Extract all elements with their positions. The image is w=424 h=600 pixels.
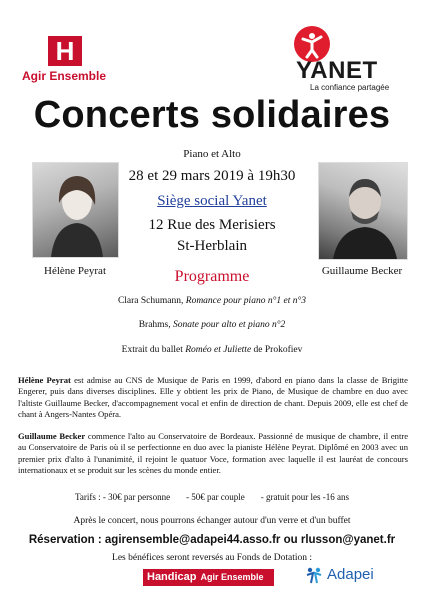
programme-work: Romance pour piano n°1 et n°3: [185, 296, 307, 306]
programme-composer: Clara Schumann,: [117, 296, 186, 306]
yanet-logo-name: YANET: [296, 57, 378, 84]
programme-work: Roméo et Juliette: [185, 345, 252, 355]
agir-logo-name: Agir Ensemble: [21, 69, 107, 83]
reservation-line: Réservation : agirensemble@adapei44.asso.fr ou rlusson@yanet.fr: [28, 534, 396, 546]
programme-composer: Brahms,: [138, 320, 174, 330]
page-title: Concerts solidaires: [33, 94, 391, 136]
event-city: St-Herblain: [177, 238, 247, 254]
programme-work: Sonate pour alto et piano n°2: [173, 320, 286, 330]
helene-peyrat-photo: [32, 162, 119, 258]
guillaume-becker-photo: [318, 162, 408, 260]
yanet-tagline: La confiance partagée: [310, 83, 390, 92]
handicap-label: Handicap: [147, 571, 197, 583]
programme-suffix: de Prokofiev: [251, 345, 303, 355]
bio-guillaume-name: Guillaume Becker: [18, 431, 86, 441]
agir-ensemble-logo: [14, 36, 114, 88]
programme-item: [40, 296, 384, 306]
adapei-logo: [305, 564, 395, 590]
bio-helene-text: est admise au CNS de Musique de Paris en 1999, d'abord en piano dans la classe de Brigitte Engerer, puis dans diverses disciplines. Elle y obtient les prix de Piano, de Musique de chambre en duo avec l'altiste Guillaume Becker, d'accompagnement vocal et enfin de direction de chant. Depuis 2009, elle est chef de chant à Angers-Nantes Opéra.: [18, 375, 409, 419]
programme-item: [40, 320, 384, 330]
agir-h-letter: H: [48, 36, 82, 66]
artist-left-name: Hélène Peyrat: [44, 265, 106, 277]
programme-item: [40, 345, 384, 355]
handicap-agir-ensemble-logo: [143, 569, 274, 586]
tarifs-line: [0, 492, 424, 502]
bio-guillaume-text: commence l'alto au Conservatoire de Bordeaux. Passionné de musique de chambre, il entre au Conservatoire de Paris où il se perfectionne en duo avec la pianiste Hélène Peyrat. Diplômé en 2003 avec un premier prix d'alto à l'unanimité, il rejoint le quatuor Voce, formation avec laquelle il est lauréat de concours internationaux et se produit sur les scènes du monde entier.: [18, 431, 409, 475]
event-instruments: Piano et Alto: [183, 148, 241, 160]
handicap-agir-label: Agir Ensemble: [200, 572, 264, 582]
event-dates: 28 et 29 mars 2019 à 19h30: [128, 168, 296, 184]
adapei-name: Adapei: [327, 566, 374, 583]
tarif-person: Tarifs : - 30€ par personne: [74, 492, 171, 502]
tarif-couple: - 50€ par couple: [186, 492, 245, 502]
programme-heading: Programme: [174, 268, 250, 285]
yanet-logo: [276, 26, 406, 94]
bio-guillaume: [18, 431, 408, 476]
programme-composer: Extrait du ballet: [121, 345, 186, 355]
tarif-free: - gratuit pour les -16 ans: [260, 492, 350, 502]
bio-helene-name: Hélène Peyrat: [18, 375, 71, 385]
artist-right-name: Guillaume Becker: [321, 265, 403, 277]
adapei-people-icon: [305, 566, 323, 584]
venue-link[interactable]: Siège social Yanet: [157, 193, 267, 209]
bio-helene: [18, 375, 408, 420]
event-address: 12 Rue des Merisiers: [148, 217, 276, 233]
benefits-note: Les bénéfices seront reversés au Fonds de Dotation :: [112, 553, 312, 563]
after-concert-note: Après le concert, nous pourrons échanger autour d'un verre et d'un buffet: [73, 516, 351, 526]
